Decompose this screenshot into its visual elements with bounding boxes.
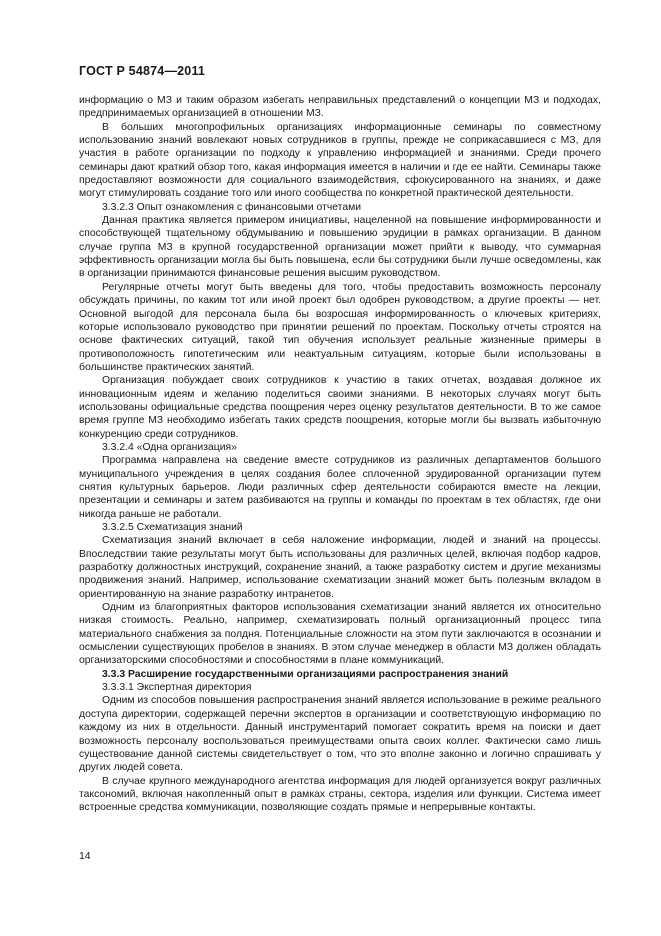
page-body	[79, 94, 601, 815]
paragraph: Организация побуждает своих сотрудников к участию в таких отчетах, воздавая должное их инновационным идеям и желанию поделиться своими знаниями. В некоторых случаях могут быть использованы официальные средства поощрения через оценку результатов деятельности. В то же самое время группе МЗ необходимо избегать таких средств поощрения, которые могли бы вызвать избыточную конкуренцию среди сотрудников.	[79, 375, 601, 440]
subsection-heading: 3.3.3.1 Экспертная директория	[102, 682, 252, 694]
subsection-heading: 3.3.2.5 Схематизация знаний	[102, 522, 243, 533]
section-heading: 3.3.3 Расширение государственными организациями распространения знаний	[102, 668, 509, 680]
paragraph: Регулярные отчеты могут быть введены для того, чтобы предоставить возможность персоналу обсуждать причины, по каким тот или иной проект был одобрен руководством, а другие проекты — нет. Основной выгодой для персонала была бы возросшая информированность о ключевых критериях, которые использовало руководство при принятии решений по проектам. Поскольку отчеты строятся на основе фактических ситуаций, такой тип обучения использует реальные жизненные примеры в противоположность гипотетическим или неактуальным ситуациям, которые были использованы в большинстве практических занятий.	[79, 281, 601, 373]
paragraph: В больших многопрофильных организациях информационные семинары по совместному использованию знаний вовлекают новых сотрудников в группы, прежде не соприкасавшиеся с МЗ, для участия в работе организации по подходу к управлению информацией и знаниями. Среди прочего семинары дают краткий обзор того, какая информация имеется в наличии и где ее найти. Семинары также предоставляют возможности для социального взаимодействия, сфокусированного на знаниях, и даже могут стимулировать создание того или иного сообщества по конкретной практической деятельности.	[79, 121, 601, 200]
paragraph: Данная практика является примером инициативы, нацеленной на повышение информированности и способствующей тщательному обдумыванию и повышению эрудиции в рамках организации. В данном случае группа МЗ в крупной государственной организации может прийти к выводу, что суммарная эффективность организации могла бы быть повышена, если бы сотрудники были лучше осведомлены, как в организации принимаются финансовые решения высшим руководством.	[79, 215, 601, 280]
subsection-heading: 3.3.2.3 Опыт ознакомления с финансовыми отчетами	[102, 201, 362, 213]
paragraph: Одним из благоприятных факторов использования схематизации знаний является их относительно низкая стоимость. Реально, например, схематизировать полный организационный процесс типа материального снабжения за полдня. Потенциальные сложности на этом пути заключаются в осознании и осмыслении существующих пробелов в знаниях. В этом случае менеджер в области МЗ должен обладать организаторскими способностями и способностями в плане коммуникаций.	[79, 602, 601, 667]
document-header: ГОСТ Р 54874—2011	[79, 64, 206, 78]
paragraph: В случае крупного международного агентства информация для людей организуется вокруг различных таксономий, включая накопленный опыт в рамках страны, сектора, изделия или функции. Система имеет встроенные средства коммуникации, позволяющие создать прямые и непрерывные контакты.	[79, 775, 601, 814]
paragraph: Схематизация знаний включает в себя наложение информации, людей и знаний на процессы. Впоследствии такие результаты могут быть использованы для различных целей, включая подбор кадров, разработку должностных инструкций, сохранение знаний, а также разработку систем и другие механизмы продвижения знаний. Например, использование схематизации знаний может быть полезным вкладом в ориентированную на знание разработку интранетов.	[79, 535, 601, 600]
page-number: 14	[79, 851, 91, 862]
paragraph: Программа направлена на сведение вместе сотрудников из различных департаментов большого муниципального учреждения в целях создания более сплоченной эрудированной организации путем снятия культурных барьеров. Люди различных сфер деятельности собираются вместе на лекции, презентации и семинары и затем разбиваются на группы и команды по проектам в тех областях, где они никогда раньше не работали.	[79, 455, 601, 520]
paragraph: Одним из способов повышения распространения знаний является использование в режиме реального доступа директории, содержащей перечни экспертов в организации и соответствующую информацию по каждому из них в отдельности. Данный инструментарий помогает сократить время на поиски и дает возможность персоналу воспользоваться преимуществами опыта своих коллег. Фактически само лишь существование данной системы свидетельствует о том, что это вполне законно и логично спрашивать у других людей совета.	[79, 695, 601, 774]
subsection-heading: 3.3.2.4 «Одна организация»	[102, 441, 237, 453]
paragraph: информацию о МЗ и таким образом избегать неправильных представлений о концепции МЗ и подходах, предпринимаемых организацией в отношении МЗ.	[79, 95, 601, 120]
